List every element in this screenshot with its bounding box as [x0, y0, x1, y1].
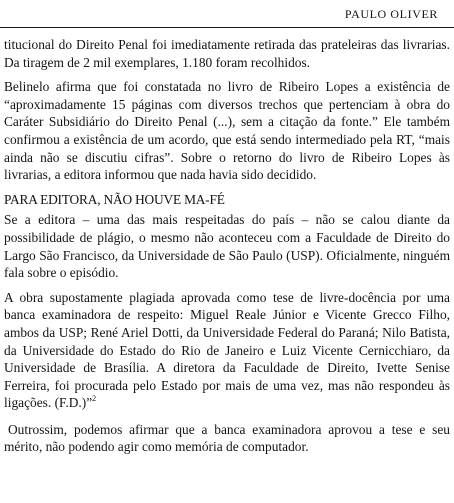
paragraph-4-text: A obra supostamente plagiada aprovada como tese de livre-docência por uma banca examinadora de respeito: Miguel Reale Júnior e Vicente Grecco Filho, ambos da USP; René Ariel Dotti, da Universidade Federal do Paraná; Nilo Batista, da Universidade do Estado do Rio de Janeiro e Luiz Vicente Cernicchiaro, da Universidade de Brasília. A diretora da Faculdade de Direito, Ivette Senise Ferreira, foi procurada pelo Estado por mais de uma vez, mas não respondeu às ligações. (F.D.)” — [4, 289, 450, 411]
paragraph-2: Belinelo afirma que foi constatada no livro de Ribeiro Lopes a existência de “aproximadamente 15 páginas com diversos trechos que pertenciam à obra do Caráter Subsidiário do Direito Penal (...), sem a citação da fonte.” Ele também confirmou a existência de um acordo, que está sendo intermediado pela RT, “mais ainda não se discutiu cifras”. Sobre o retorno do livro de Ribeiro Lopes às livrarias, a editora informou que nada havia sido decidido. — [4, 79, 450, 183]
section-subheading: PARA EDITORA, NÃO HOUVE MA-FÉ — [4, 191, 225, 207]
header-rule — [0, 27, 454, 28]
paragraph-4 — [4, 289, 450, 412]
paragraph-5: Outrossim, podemos afirmar que a banca examinadora aprovou a tese e seu mérito, não podendo agir como memória de computador. — [4, 421, 450, 455]
footnote-marker: 2 — [92, 394, 97, 404]
running-head: PAULO OLIVER — [344, 7, 438, 21]
paragraph-3: Se a editora – uma das mais respeitadas do país – não se calou diante da possibilidade de plágio, o mesmo não aconteceu com a Faculdade de Direito do Largo São Francisco, da Universidade de São Paulo (USP). Oficialmente, ninguém fala sobre o episódio. — [4, 212, 450, 281]
paragraph-1: titucional do Direito Penal foi imediatamente retirada das prateleiras das livrarias. Da tiragem de 2 mil exemplares, 1.180 foram recolhidos. — [4, 37, 450, 70]
page-body — [4, 36, 450, 463]
